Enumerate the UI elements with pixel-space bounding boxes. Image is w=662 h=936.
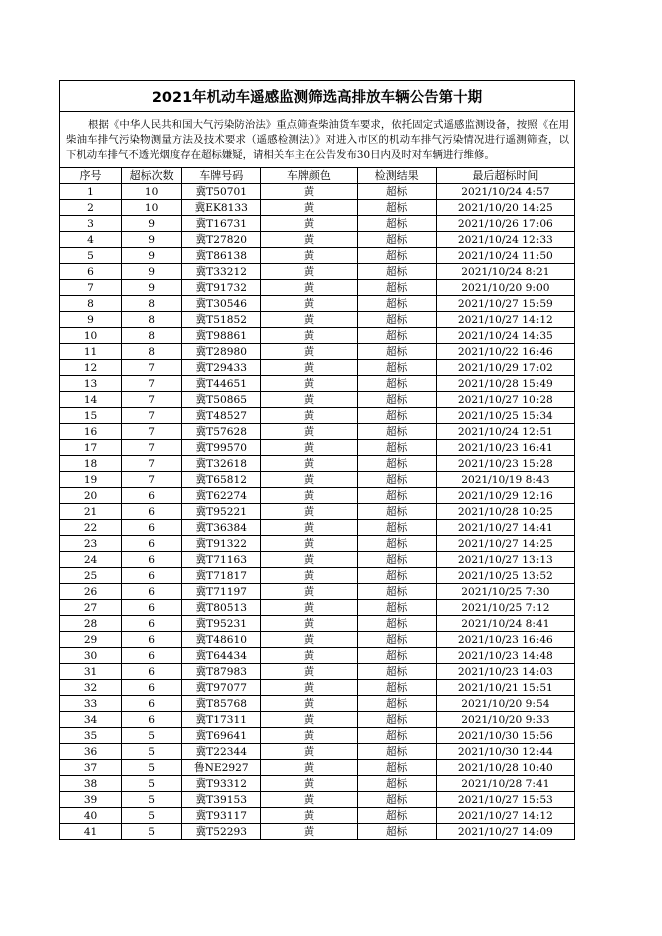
cell-last-time: 2021/10/28 10:25: [436, 504, 574, 520]
cell-plate-color: 黄: [261, 264, 357, 280]
table-row: [60, 184, 575, 200]
cell-plate: 冀T29433: [182, 360, 261, 376]
cell-plate-color: 黄: [261, 456, 357, 472]
cell-index: 17: [60, 440, 122, 456]
cell-count: 6: [122, 568, 182, 584]
cell-count: 6: [122, 648, 182, 664]
cell-result: 超标: [357, 472, 436, 488]
cell-index: 26: [60, 584, 122, 600]
cell-result: 超标: [357, 808, 436, 824]
table-row: [60, 792, 575, 808]
table-row: [60, 392, 575, 408]
table-row: [60, 376, 575, 392]
cell-count: 7: [122, 360, 182, 376]
cell-result: 超标: [357, 440, 436, 456]
cell-last-time: 2021/10/24 8:41: [436, 616, 574, 632]
cell-plate-color: 黄: [261, 632, 357, 648]
table-row: [60, 776, 575, 792]
cell-last-time: 2021/10/21 15:51: [436, 680, 574, 696]
cell-plate-color: 黄: [261, 744, 357, 760]
cell-plate: 冀T95231: [182, 616, 261, 632]
table-row: [60, 248, 575, 264]
cell-last-time: 2021/10/26 17:06: [436, 216, 574, 232]
cell-count: 9: [122, 248, 182, 264]
cell-count: 8: [122, 296, 182, 312]
cell-result: 超标: [357, 648, 436, 664]
cell-plate: 冀T50701: [182, 184, 261, 200]
cell-count: 6: [122, 712, 182, 728]
cell-count: 6: [122, 664, 182, 680]
cell-plate-color: 黄: [261, 760, 357, 776]
col-header-plate: 车牌号码: [182, 168, 261, 184]
cell-index: 40: [60, 808, 122, 824]
table-row: [60, 680, 575, 696]
cell-index: 5: [60, 248, 122, 264]
cell-count: 9: [122, 280, 182, 296]
cell-plate-color: 黄: [261, 472, 357, 488]
cell-result: 超标: [357, 552, 436, 568]
cell-result: 超标: [357, 456, 436, 472]
cell-index: 24: [60, 552, 122, 568]
cell-result: 超标: [357, 360, 436, 376]
cell-count: 5: [122, 760, 182, 776]
cell-count: 6: [122, 536, 182, 552]
cell-last-time: 2021/10/27 14:25: [436, 536, 574, 552]
table-row: [60, 424, 575, 440]
cell-plate: 冀T16731: [182, 216, 261, 232]
cell-result: 超标: [357, 328, 436, 344]
cell-plate-color: 黄: [261, 424, 357, 440]
cell-plate: 冀T64434: [182, 648, 261, 664]
cell-plate-color: 黄: [261, 328, 357, 344]
cell-plate-color: 黄: [261, 520, 357, 536]
cell-index: 3: [60, 216, 122, 232]
cell-last-time: 2021/10/30 12:44: [436, 744, 574, 760]
cell-plate-color: 黄: [261, 808, 357, 824]
cell-index: 20: [60, 488, 122, 504]
table-row: [60, 472, 575, 488]
cell-plate: 冀T57628: [182, 424, 261, 440]
cell-plate: 冀T86138: [182, 248, 261, 264]
cell-last-time: 2021/10/24 12:33: [436, 232, 574, 248]
cell-plate-color: 黄: [261, 536, 357, 552]
cell-index: 30: [60, 648, 122, 664]
cell-index: 12: [60, 360, 122, 376]
cell-result: 超标: [357, 664, 436, 680]
vehicle-table: [59, 167, 575, 840]
cell-last-time: 2021/10/29 12:16: [436, 488, 574, 504]
cell-plate-color: 黄: [261, 248, 357, 264]
cell-count: 9: [122, 216, 182, 232]
cell-count: 6: [122, 696, 182, 712]
cell-result: 超标: [357, 280, 436, 296]
cell-result: 超标: [357, 696, 436, 712]
table-row: [60, 744, 575, 760]
table-row: [60, 632, 575, 648]
table-body: [60, 184, 575, 840]
cell-plate-color: 黄: [261, 824, 357, 840]
cell-index: 25: [60, 568, 122, 584]
cell-count: 5: [122, 776, 182, 792]
cell-result: 超标: [357, 376, 436, 392]
cell-last-time: 2021/10/24 8:21: [436, 264, 574, 280]
cell-count: 5: [122, 728, 182, 744]
table-row: [60, 504, 575, 520]
table-row: [60, 552, 575, 568]
cell-plate-color: 黄: [261, 728, 357, 744]
cell-index: 10: [60, 328, 122, 344]
cell-result: 超标: [357, 248, 436, 264]
cell-count: 9: [122, 264, 182, 280]
cell-index: 37: [60, 760, 122, 776]
cell-index: 6: [60, 264, 122, 280]
cell-result: 超标: [357, 344, 436, 360]
cell-plate: 冀T62274: [182, 488, 261, 504]
cell-count: 6: [122, 600, 182, 616]
cell-index: 23: [60, 536, 122, 552]
cell-index: 39: [60, 792, 122, 808]
cell-last-time: 2021/10/20 14:25: [436, 200, 574, 216]
cell-plate: 冀T48610: [182, 632, 261, 648]
cell-plate: 冀T48527: [182, 408, 261, 424]
cell-last-time: 2021/10/27 13:13: [436, 552, 574, 568]
cell-index: 9: [60, 312, 122, 328]
cell-plate-color: 黄: [261, 296, 357, 312]
cell-result: 超标: [357, 424, 436, 440]
cell-plate: 鲁NE2927: [182, 760, 261, 776]
cell-result: 超标: [357, 312, 436, 328]
table-row: [60, 728, 575, 744]
cell-plate-color: 黄: [261, 696, 357, 712]
cell-count: 6: [122, 616, 182, 632]
cell-plate: 冀T98861: [182, 328, 261, 344]
cell-plate-color: 黄: [261, 184, 357, 200]
cell-count: 5: [122, 824, 182, 840]
cell-count: 7: [122, 440, 182, 456]
table-row: [60, 664, 575, 680]
table-row: [60, 808, 575, 824]
cell-index: 1: [60, 184, 122, 200]
cell-last-time: 2021/10/27 14:09: [436, 824, 574, 840]
cell-count: 8: [122, 344, 182, 360]
cell-plate-color: 黄: [261, 312, 357, 328]
cell-plate: 冀T69641: [182, 728, 261, 744]
cell-count: 7: [122, 456, 182, 472]
cell-plate-color: 黄: [261, 584, 357, 600]
cell-last-time: 2021/10/29 17:02: [436, 360, 574, 376]
cell-index: 11: [60, 344, 122, 360]
cell-result: 超标: [357, 776, 436, 792]
table-row: [60, 344, 575, 360]
cell-result: 超标: [357, 824, 436, 840]
cell-index: 29: [60, 632, 122, 648]
cell-last-time: 2021/10/27 14:12: [436, 808, 574, 824]
cell-index: 38: [60, 776, 122, 792]
cell-last-time: 2021/10/24 11:50: [436, 248, 574, 264]
cell-count: 10: [122, 184, 182, 200]
cell-count: 8: [122, 328, 182, 344]
cell-plate-color: 黄: [261, 344, 357, 360]
cell-plate: 冀T52293: [182, 824, 261, 840]
cell-plate: 冀T17311: [182, 712, 261, 728]
cell-plate: 冀T99570: [182, 440, 261, 456]
table-row: [60, 264, 575, 280]
cell-count: 9: [122, 232, 182, 248]
cell-count: 7: [122, 424, 182, 440]
table-row: [60, 408, 575, 424]
cell-last-time: 2021/10/23 14:03: [436, 664, 574, 680]
cell-plate: 冀T27820: [182, 232, 261, 248]
cell-result: 超标: [357, 184, 436, 200]
cell-count: 5: [122, 744, 182, 760]
cell-plate: 冀T71197: [182, 584, 261, 600]
cell-count: 5: [122, 808, 182, 824]
table-row: [60, 584, 575, 600]
cell-last-time: 2021/10/23 16:41: [436, 440, 574, 456]
cell-plate: 冀T97077: [182, 680, 261, 696]
cell-result: 超标: [357, 632, 436, 648]
cell-plate: 冀T95221: [182, 504, 261, 520]
cell-plate: 冀T93312: [182, 776, 261, 792]
cell-plate-color: 黄: [261, 680, 357, 696]
table-row: [60, 696, 575, 712]
table-row: [60, 296, 575, 312]
cell-index: 7: [60, 280, 122, 296]
cell-last-time: 2021/10/24 4:57: [436, 184, 574, 200]
cell-plate-color: 黄: [261, 552, 357, 568]
cell-plate-color: 黄: [261, 360, 357, 376]
cell-count: 7: [122, 376, 182, 392]
cell-count: 6: [122, 504, 182, 520]
cell-index: 35: [60, 728, 122, 744]
cell-index: 34: [60, 712, 122, 728]
cell-index: 18: [60, 456, 122, 472]
cell-plate: 冀T39153: [182, 792, 261, 808]
cell-last-time: 2021/10/24 14:35: [436, 328, 574, 344]
cell-plate-color: 黄: [261, 392, 357, 408]
cell-result: 超标: [357, 504, 436, 520]
cell-count: 10: [122, 200, 182, 216]
cell-index: 13: [60, 376, 122, 392]
cell-plate-color: 黄: [261, 616, 357, 632]
table-row: [60, 328, 575, 344]
cell-result: 超标: [357, 728, 436, 744]
cell-last-time: 2021/10/24 12:51: [436, 424, 574, 440]
cell-result: 超标: [357, 200, 436, 216]
cell-index: 8: [60, 296, 122, 312]
table-row: [60, 520, 575, 536]
cell-index: 15: [60, 408, 122, 424]
cell-plate-color: 黄: [261, 408, 357, 424]
cell-count: 6: [122, 584, 182, 600]
cell-index: 16: [60, 424, 122, 440]
table-row: [60, 360, 575, 376]
cell-index: 14: [60, 392, 122, 408]
cell-count: 7: [122, 472, 182, 488]
table-row: [60, 440, 575, 456]
cell-last-time: 2021/10/28 15:49: [436, 376, 574, 392]
table-row: [60, 312, 575, 328]
cell-plate: 冀T51852: [182, 312, 261, 328]
cell-plate: 冀T50865: [182, 392, 261, 408]
cell-plate-color: 黄: [261, 200, 357, 216]
col-header-result: 检测结果: [357, 168, 436, 184]
cell-plate-color: 黄: [261, 712, 357, 728]
cell-index: 41: [60, 824, 122, 840]
cell-plate: 冀T28980: [182, 344, 261, 360]
cell-plate-color: 黄: [261, 648, 357, 664]
notice-paragraph: 根据《中华人民共和国大气污染防治法》重点筛查柴油货车要求，依托固定式遥感监测设备，按照《在用柴油车排气污染物测量方法及技术要求（遥感检测法）》对进入市区的机动车排气污染情况进行遥测筛查，以下机动车排气不透光烟度存在超标嫌疑，请相关车主在公告发布30日内及时对车辆进行维修。: [59, 111, 575, 167]
cell-last-time: 2021/10/27 15:53: [436, 792, 574, 808]
col-header-plate-color: 车牌颜色: [261, 168, 357, 184]
cell-last-time: 2021/10/25 7:12: [436, 600, 574, 616]
cell-result: 超标: [357, 792, 436, 808]
cell-result: 超标: [357, 520, 436, 536]
cell-last-time: 2021/10/27 15:59: [436, 296, 574, 312]
table-row: [60, 200, 575, 216]
cell-plate: 冀T71817: [182, 568, 261, 584]
cell-index: 19: [60, 472, 122, 488]
table-row: [60, 616, 575, 632]
cell-plate: 冀T30546: [182, 296, 261, 312]
cell-result: 超标: [357, 264, 436, 280]
cell-plate: 冀T65812: [182, 472, 261, 488]
cell-result: 超标: [357, 760, 436, 776]
cell-last-time: 2021/10/25 7:30: [436, 584, 574, 600]
cell-plate-color: 黄: [261, 568, 357, 584]
cell-result: 超标: [357, 392, 436, 408]
table-row: [60, 600, 575, 616]
cell-last-time: 2021/10/27 14:12: [436, 312, 574, 328]
cell-last-time: 2021/10/20 9:00: [436, 280, 574, 296]
cell-index: 28: [60, 616, 122, 632]
cell-plate-color: 黄: [261, 664, 357, 680]
cell-plate-color: 黄: [261, 504, 357, 520]
table-row: [60, 648, 575, 664]
cell-last-time: 2021/10/28 10:40: [436, 760, 574, 776]
cell-result: 超标: [357, 536, 436, 552]
table-row: [60, 216, 575, 232]
cell-count: 6: [122, 552, 182, 568]
cell-count: 7: [122, 408, 182, 424]
cell-result: 超标: [357, 712, 436, 728]
page-title: 2021年机动车遥感监测筛选高排放车辆公告第十期: [59, 80, 575, 111]
table-row: [60, 712, 575, 728]
cell-index: 33: [60, 696, 122, 712]
cell-plate-color: 黄: [261, 488, 357, 504]
cell-count: 6: [122, 520, 182, 536]
cell-index: 32: [60, 680, 122, 696]
cell-index: 27: [60, 600, 122, 616]
table-row: [60, 536, 575, 552]
cell-index: 22: [60, 520, 122, 536]
table-row: [60, 232, 575, 248]
col-header-last-time: 最后超标时间: [436, 168, 574, 184]
cell-index: 2: [60, 200, 122, 216]
cell-last-time: 2021/10/20 9:33: [436, 712, 574, 728]
cell-count: 6: [122, 680, 182, 696]
cell-result: 超标: [357, 584, 436, 600]
cell-plate: 冀T44651: [182, 376, 261, 392]
cell-result: 超标: [357, 568, 436, 584]
table-row: [60, 760, 575, 776]
cell-result: 超标: [357, 296, 436, 312]
cell-plate: 冀T87983: [182, 664, 261, 680]
cell-plate-color: 黄: [261, 232, 357, 248]
announcement-sheet: [59, 80, 575, 840]
cell-plate: 冀T32618: [182, 456, 261, 472]
table-row: [60, 280, 575, 296]
cell-result: 超标: [357, 600, 436, 616]
cell-result: 超标: [357, 408, 436, 424]
cell-result: 超标: [357, 680, 436, 696]
cell-last-time: 2021/10/30 15:56: [436, 728, 574, 744]
cell-last-time: 2021/10/28 7:41: [436, 776, 574, 792]
cell-index: 31: [60, 664, 122, 680]
cell-last-time: 2021/10/27 10:28: [436, 392, 574, 408]
cell-plate-color: 黄: [261, 600, 357, 616]
cell-count: 5: [122, 792, 182, 808]
table-row: [60, 456, 575, 472]
cell-count: 7: [122, 392, 182, 408]
cell-plate-color: 黄: [261, 792, 357, 808]
cell-last-time: 2021/10/25 15:34: [436, 408, 574, 424]
cell-index: 4: [60, 232, 122, 248]
cell-result: 超标: [357, 488, 436, 504]
table-header-row: [60, 168, 575, 184]
cell-plate-color: 黄: [261, 440, 357, 456]
cell-plate: 冀T85768: [182, 696, 261, 712]
cell-plate: 冀T91732: [182, 280, 261, 296]
cell-last-time: 2021/10/19 8:43: [436, 472, 574, 488]
cell-count: 8: [122, 312, 182, 328]
table-row: [60, 488, 575, 504]
cell-last-time: 2021/10/27 14:41: [436, 520, 574, 536]
cell-last-time: 2021/10/25 13:52: [436, 568, 574, 584]
cell-plate: 冀T80513: [182, 600, 261, 616]
cell-result: 超标: [357, 744, 436, 760]
col-header-count: 超标次数: [122, 168, 182, 184]
cell-result: 超标: [357, 216, 436, 232]
cell-last-time: 2021/10/23 15:28: [436, 456, 574, 472]
cell-plate-color: 黄: [261, 376, 357, 392]
cell-plate: 冀T93117: [182, 808, 261, 824]
cell-index: 36: [60, 744, 122, 760]
cell-plate: 冀EK8133: [182, 200, 261, 216]
cell-count: 6: [122, 488, 182, 504]
cell-plate: 冀T91322: [182, 536, 261, 552]
cell-result: 超标: [357, 616, 436, 632]
cell-last-time: 2021/10/22 16:46: [436, 344, 574, 360]
col-header-index: 序号: [60, 168, 122, 184]
table-row: [60, 568, 575, 584]
cell-count: 6: [122, 632, 182, 648]
cell-plate: 冀T36384: [182, 520, 261, 536]
cell-last-time: 2021/10/23 16:46: [436, 632, 574, 648]
cell-plate-color: 黄: [261, 776, 357, 792]
cell-plate-color: 黄: [261, 216, 357, 232]
cell-last-time: 2021/10/20 9:54: [436, 696, 574, 712]
cell-last-time: 2021/10/23 14:48: [436, 648, 574, 664]
cell-plate: 冀T71163: [182, 552, 261, 568]
cell-plate: 冀T22344: [182, 744, 261, 760]
cell-plate-color: 黄: [261, 280, 357, 296]
cell-result: 超标: [357, 232, 436, 248]
table-row: [60, 824, 575, 840]
cell-plate: 冀T33212: [182, 264, 261, 280]
cell-index: 21: [60, 504, 122, 520]
